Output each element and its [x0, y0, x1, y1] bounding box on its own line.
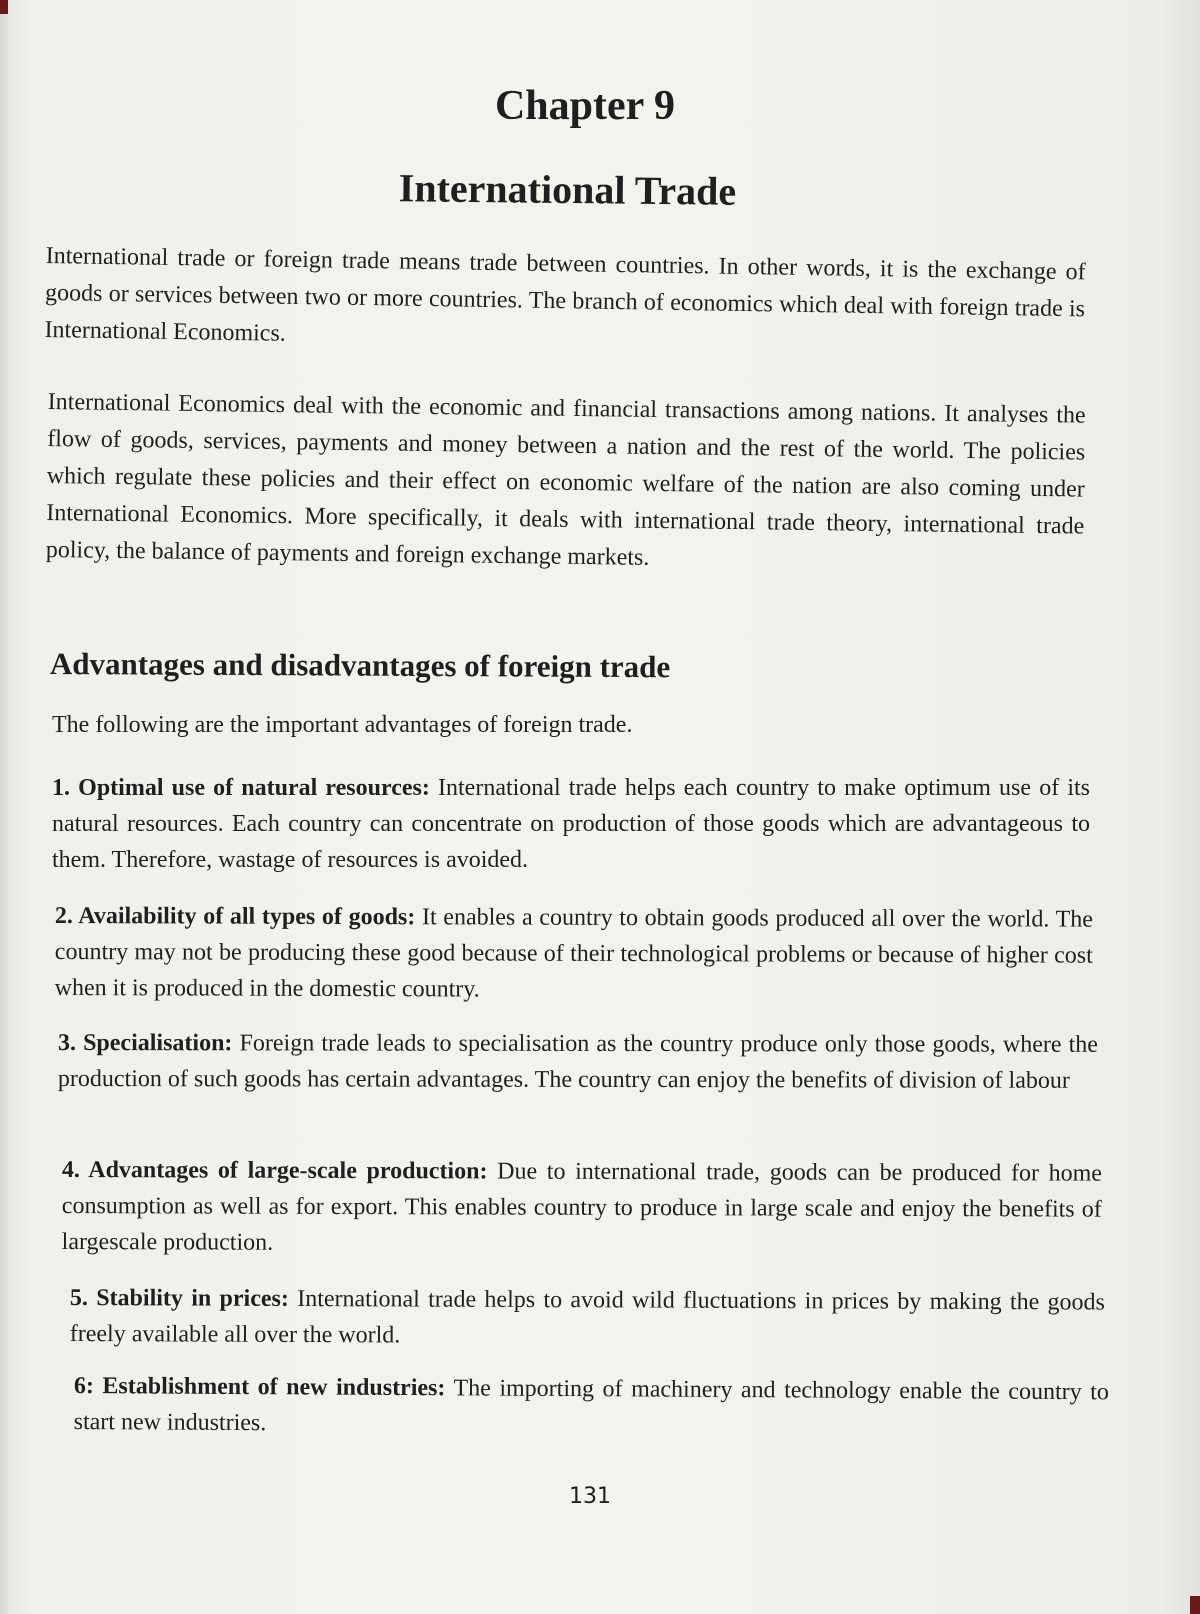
advantage-item [62, 1152, 1102, 1264]
advantage-item [58, 1025, 1098, 1099]
spine-shadow [0, 0, 10, 1614]
section-heading: Advantages and disadvantages of foreign trade [49, 646, 671, 685]
advantage-text: It enables a country to obtain goods produced all over the world. The country may not be producing these good because of their technological problems or because of higher cost when it is produced in the domestic country. [54, 904, 1093, 1003]
advantage-label: 4. Advantages of large-scale production: [61, 1157, 488, 1185]
corner-mark [0, 0, 8, 14]
advantage-item [74, 1368, 1109, 1446]
advantage-label: 2. Availability of all types of goods: [54, 903, 416, 931]
advantage-label: 3. Specialisation: [57, 1030, 233, 1057]
advantage-label: 6: Establishment of new industries: [73, 1372, 446, 1402]
advantage-label: 5. Stability in prices: [69, 1285, 289, 1312]
advantage-text: Due to international trade, goods can be produced for home consumption as well as for export. This enables country to produce in large scale and enjoy the benefits of largescale production. [61, 1158, 1102, 1256]
corner-mark-bottom [1190, 1596, 1200, 1614]
advantage-text: Foreign trade leads to specialisation as the country produce only those goods, where the production of such goods has certain advantages. The country can enjoy the benefits of division of labour [57, 1030, 1098, 1094]
intro-paragraph-2: International Economics deal with the economic and financial transactions among nations. It analyses the flow of goods, services, payments and money between a nation and the rest of the world. The policies which regulate these policies and their effect on economic welfare of the nation are also coming under International Economics. More specifically, it deals with international trade theory, international trade policy, the balance of payments and foreign exchange markets. [45, 388, 1086, 571]
page-number: 131 [569, 1484, 611, 1509]
advantage-text: The importing of machinery and technology enable the country to start new industries. [73, 1375, 1109, 1437]
advantage-label: 1. Optimal use of natural resources: [52, 775, 430, 801]
advantage-text: International trade helps each country to make optimum use of its natural resources. Each country can concentrate on production of those goods which are advantageous to them. Therefore, wastage of resources is avoided. [52, 775, 1091, 873]
intro-paragraph-1: International trade or foreign trade means trade between countries. In other words, it is the exchange of goods or services between two or more countries. The branch of economics which deal with foreign trade is International Economics. [44, 242, 1086, 347]
advantage-item [70, 1280, 1105, 1357]
advantage-item [52, 770, 1090, 878]
section-intro: The following are the important advantages of foreign trade. [52, 712, 633, 738]
chapter-title: International Trade [398, 165, 737, 214]
advantage-text: International trade helps to avoid wild fluctuations in prices by making the goods freely available all over the world. [69, 1285, 1105, 1349]
chapter-number: Chapter 9 [494, 83, 676, 129]
advantage-item [55, 898, 1093, 1010]
